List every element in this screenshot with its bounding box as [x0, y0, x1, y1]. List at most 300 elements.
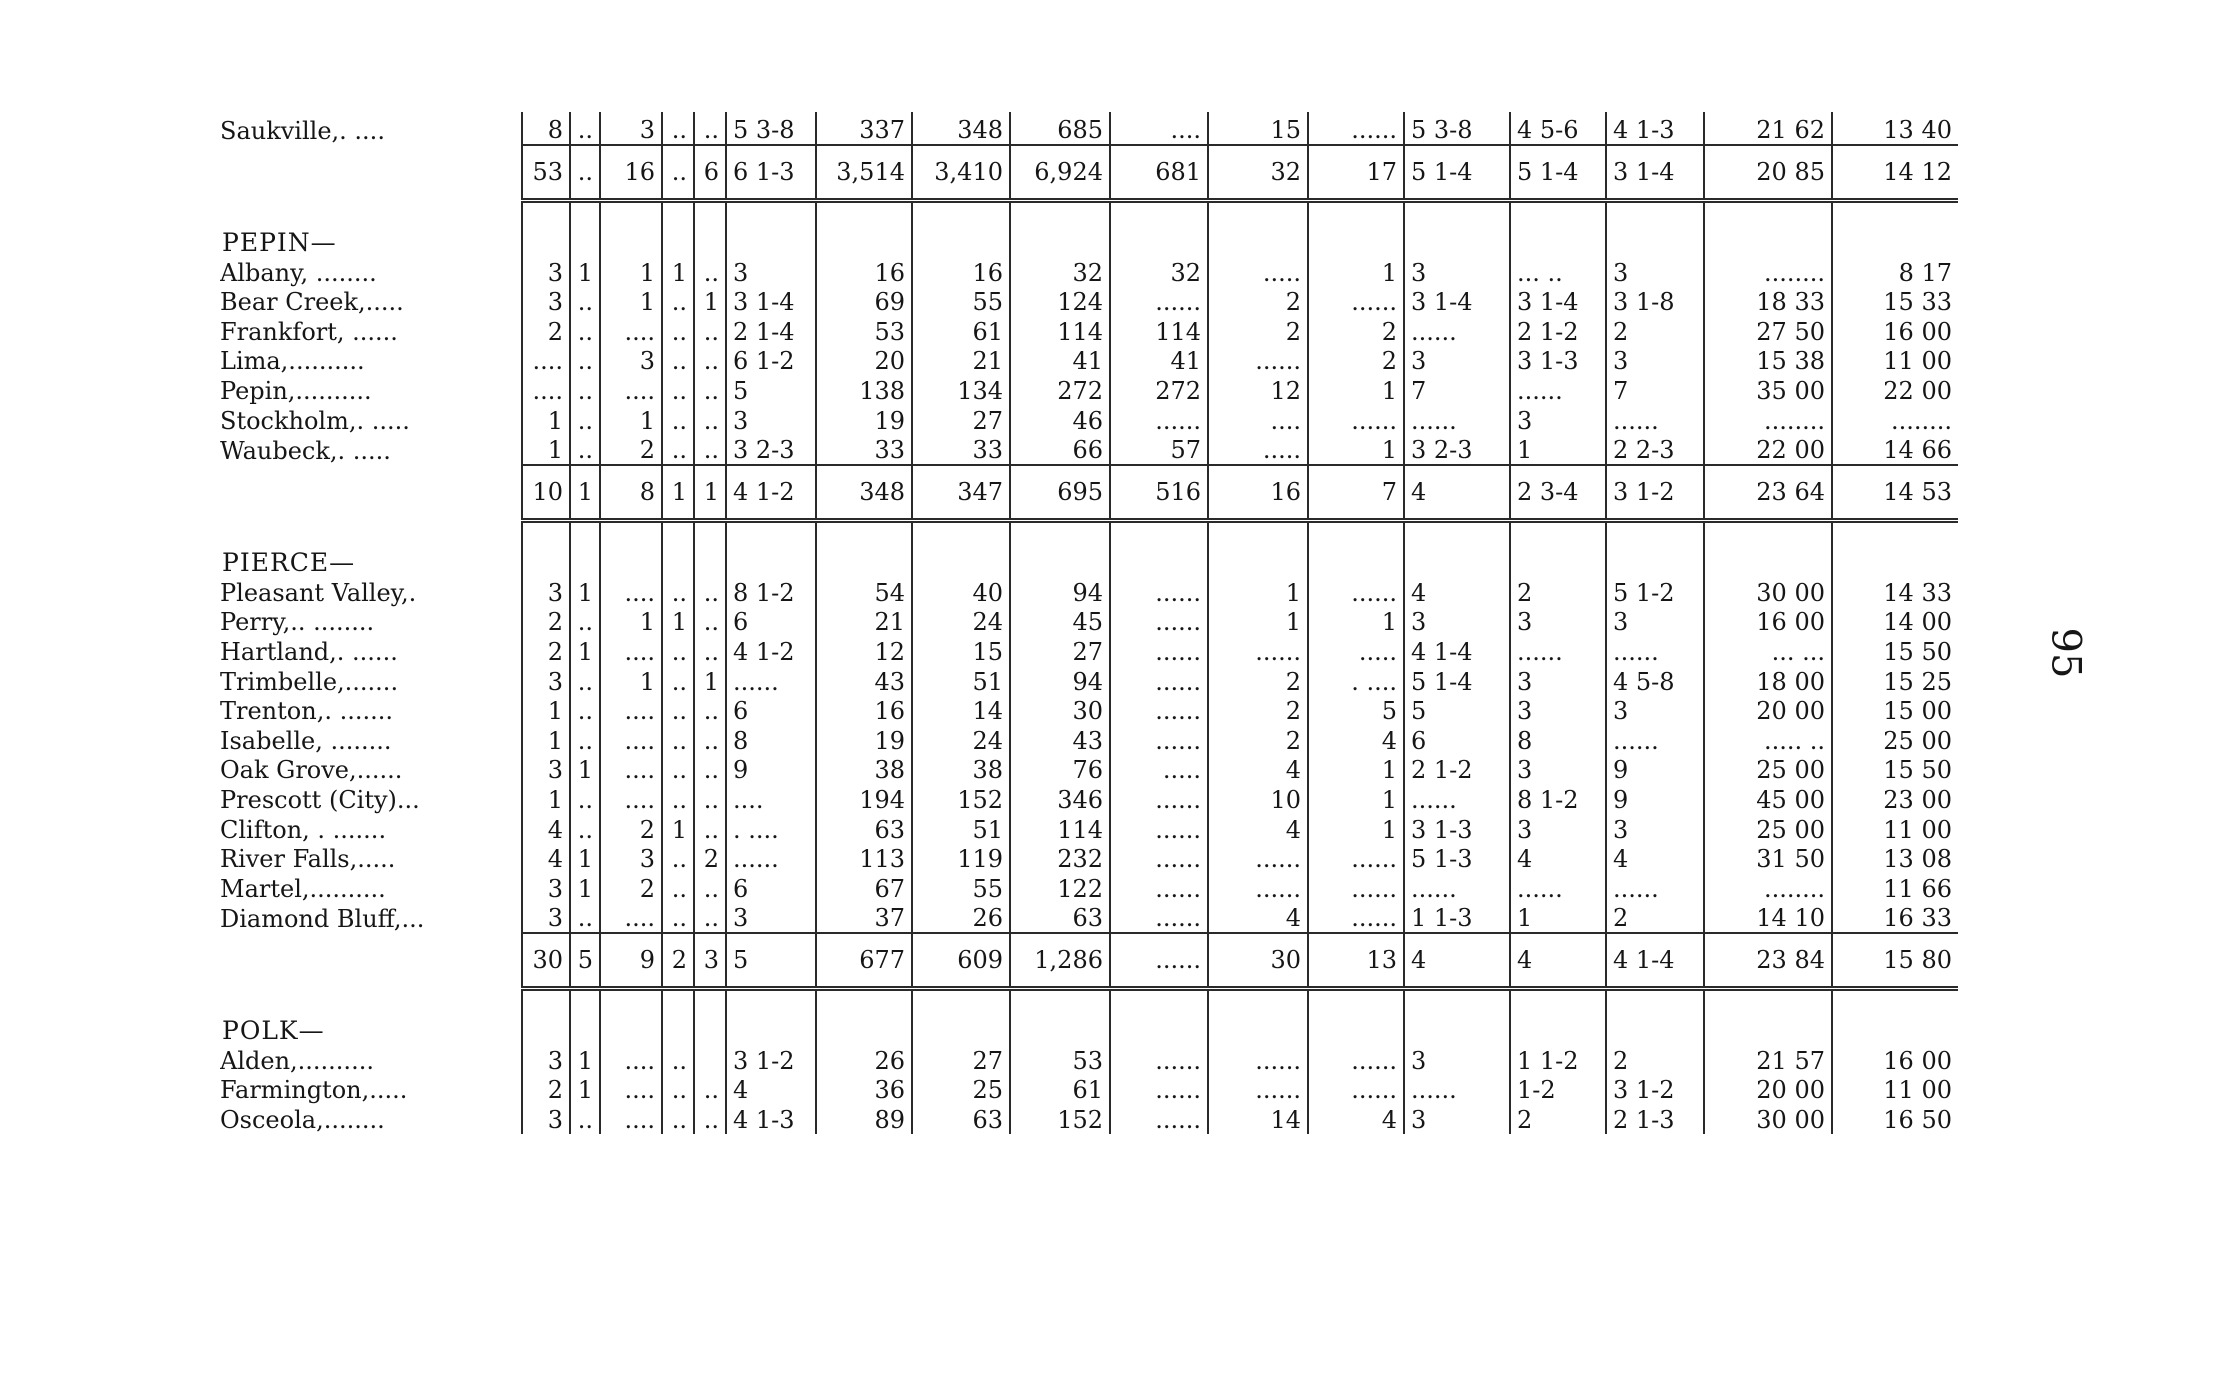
table-cell: 3: [1404, 1104, 1510, 1134]
table-cell: 1: [1308, 755, 1404, 785]
table-cell: 8 1-2: [726, 577, 816, 607]
table-cell: 124: [1010, 287, 1110, 317]
table-cell: 16 00: [1832, 1045, 1958, 1075]
table-cell: ..: [662, 755, 694, 785]
table-cell: ..: [662, 405, 694, 435]
table-cell: 1: [570, 257, 600, 287]
table-cell: 6: [726, 696, 816, 726]
table-cell: 272: [1110, 375, 1208, 405]
table-cell: ..: [662, 112, 694, 145]
table-row: [220, 607, 1958, 637]
table-cell: 516: [1110, 465, 1208, 521]
table-cell: ..: [662, 784, 694, 814]
table-body: [220, 112, 1958, 1134]
table-cell: 15 38: [1704, 346, 1832, 376]
table-cell: .....: [1110, 755, 1208, 785]
table-cell: 3: [1404, 607, 1510, 637]
table-cell: 23 64: [1704, 465, 1832, 521]
table-cell: 1: [694, 666, 726, 696]
table-cell: 1: [522, 725, 570, 755]
table-row: [220, 577, 1958, 607]
spacer-cell: [726, 521, 816, 544]
table-cell: 5: [1404, 696, 1510, 726]
table-cell: 18 33: [1704, 287, 1832, 317]
table-cell: 13 08: [1832, 844, 1958, 874]
table-cell: 46: [1010, 405, 1110, 435]
table-cell: ......: [1404, 405, 1510, 435]
table-cell: ..: [662, 316, 694, 346]
table-cell: 11 00: [1832, 814, 1958, 844]
table-cell: ......: [1308, 287, 1404, 317]
table-cell: 69: [816, 287, 912, 317]
table-cell: 1: [662, 814, 694, 844]
table-cell: ......: [1308, 1075, 1404, 1105]
table-cell: 27 50: [1704, 316, 1832, 346]
table-cell: 1: [600, 607, 662, 637]
table-cell: 348: [816, 465, 912, 521]
table-cell: 30: [1208, 933, 1308, 989]
table-cell: 347: [912, 465, 1010, 521]
table-cell: ......: [1308, 844, 1404, 874]
table-cell: 2: [1208, 725, 1308, 755]
table-cell: ......: [1110, 696, 1208, 726]
table-cell: 15: [912, 636, 1010, 666]
table-cell: 57: [1110, 435, 1208, 466]
table-cell: 11 00: [1832, 1075, 1958, 1105]
table-cell: 114: [1010, 316, 1110, 346]
spacer-cell: [662, 521, 694, 544]
table-cell: ..: [694, 346, 726, 376]
table-cell: 16 33: [1832, 903, 1958, 934]
table-cell: 3,514: [816, 145, 912, 201]
table-cell: 1: [662, 607, 694, 637]
table-cell: ..: [662, 1075, 694, 1105]
table-cell: 67: [816, 873, 912, 903]
table-cell: 21 57: [1704, 1045, 1832, 1075]
table-cell: 15: [1208, 112, 1308, 145]
spacer-cell: [912, 201, 1010, 224]
table-cell: [694, 1045, 726, 1075]
table-cell: 337: [816, 112, 912, 145]
table-cell: [912, 223, 1010, 257]
table-cell: 15 50: [1832, 755, 1958, 785]
table-cell: [816, 1011, 912, 1045]
table-cell: [1110, 223, 1208, 257]
table-cell: 3: [1606, 607, 1704, 637]
table-cell: 6,924: [1010, 145, 1110, 201]
table-cell: 5 3-8: [726, 112, 816, 145]
table-cell: 63: [912, 1104, 1010, 1134]
table-cell: 2: [1308, 346, 1404, 376]
table-cell: ..: [570, 1104, 600, 1134]
table-cell: 3: [522, 903, 570, 934]
table-cell: 16: [1208, 465, 1308, 521]
table-row: [220, 112, 1958, 145]
table-cell: 54: [816, 577, 912, 607]
table-cell: ..: [570, 375, 600, 405]
table-cell: ..: [694, 375, 726, 405]
table-cell: . ....: [1308, 666, 1404, 696]
table-cell: 24: [912, 725, 1010, 755]
statistics-table: [220, 112, 1958, 1134]
table-cell: 21: [816, 607, 912, 637]
table-row: [220, 784, 1958, 814]
spacer-row: [220, 201, 1958, 224]
town-name: Saukville,. ....: [220, 117, 385, 145]
spacer-row: [220, 521, 1958, 544]
table-cell: ..: [662, 903, 694, 934]
table-cell: [1010, 1011, 1110, 1045]
table-cell: 1: [600, 287, 662, 317]
spacer-cell: [726, 989, 816, 1012]
table-cell: ..: [570, 814, 600, 844]
table-cell: ......: [1606, 405, 1704, 435]
table-cell: 677: [816, 933, 912, 989]
spacer-cell: [1704, 521, 1832, 544]
table-cell: 6: [694, 145, 726, 201]
table-cell: [1208, 543, 1308, 577]
spacer-cell: [816, 201, 912, 224]
table-cell: 14 53: [1832, 465, 1958, 521]
table-cell: 6 1-3: [726, 145, 816, 201]
town-name: Pleasant Valley,.: [220, 578, 417, 607]
table-cell: ..: [662, 844, 694, 874]
table-cell: [1832, 543, 1958, 577]
table-cell: 20: [816, 346, 912, 376]
county-name: PEPIN—: [222, 228, 337, 257]
table-cell: 1: [1308, 375, 1404, 405]
table-cell: ..: [570, 112, 600, 145]
table-cell: 681: [1110, 145, 1208, 201]
table-cell: 1: [1308, 814, 1404, 844]
spacer-cell: [1208, 521, 1308, 544]
table-row: [220, 873, 1958, 903]
table-cell: 36: [816, 1075, 912, 1105]
table-cell: 1: [570, 636, 600, 666]
table-cell: 134: [912, 375, 1010, 405]
table-cell: ....: [522, 375, 570, 405]
table-cell: 53: [1010, 1045, 1110, 1075]
table-row: [220, 1045, 1958, 1075]
table-cell: 138: [816, 375, 912, 405]
table-cell: 14: [912, 696, 1010, 726]
table-cell: 1: [1308, 784, 1404, 814]
table-cell: ....: [600, 1104, 662, 1134]
table-cell: 26: [912, 903, 1010, 934]
table-cell: ......: [726, 666, 816, 696]
table-cell: ......: [1110, 636, 1208, 666]
spacer-cell: [912, 521, 1010, 544]
table-cell: ......: [1308, 577, 1404, 607]
spacer-cell: [570, 521, 600, 544]
table-cell: 4: [522, 844, 570, 874]
spacer-cell: [522, 201, 570, 224]
table-cell: [1704, 223, 1832, 257]
table-cell: 5: [726, 375, 816, 405]
table-cell: ..: [570, 435, 600, 466]
table-cell: 27: [912, 405, 1010, 435]
table-cell: ..: [694, 435, 726, 466]
table-cell: [600, 223, 662, 257]
town-name: Waubeck,. .....: [220, 437, 391, 466]
table-cell: ..: [570, 607, 600, 637]
spacer-cell: [912, 989, 1010, 1012]
table-cell: 3 1-4: [1404, 287, 1510, 317]
table-cell: 3: [1510, 755, 1606, 785]
table-cell: 33: [816, 435, 912, 466]
table-cell: 25 00: [1704, 755, 1832, 785]
table-cell: 19: [816, 725, 912, 755]
table-cell: ..: [694, 784, 726, 814]
table-cell: 30 00: [1704, 1104, 1832, 1134]
table-cell: 4: [1208, 814, 1308, 844]
table-cell: [726, 223, 816, 257]
table-cell: ..: [694, 725, 726, 755]
table-cell: 1: [570, 1045, 600, 1075]
table-cell: 14 10: [1704, 903, 1832, 934]
table-cell: ....: [600, 784, 662, 814]
table-cell: 3: [522, 666, 570, 696]
table-cell: ..: [662, 375, 694, 405]
table-cell: [1510, 543, 1606, 577]
table-cell: [816, 543, 912, 577]
table-cell: ..: [694, 873, 726, 903]
table-cell: 2: [1606, 903, 1704, 934]
town-name: Trenton,. .......: [220, 697, 393, 726]
table-cell: 3: [522, 1045, 570, 1075]
table-row: [220, 755, 1958, 785]
table-cell: ..: [662, 435, 694, 466]
town-name: Isabelle, ........: [220, 726, 392, 755]
table-cell: 32: [1010, 257, 1110, 287]
spacer-cell: [522, 989, 570, 1012]
table-cell: ......: [1110, 1045, 1208, 1075]
spacer-cell: [694, 521, 726, 544]
table-cell: 4: [1208, 755, 1308, 785]
table-cell: ....: [600, 1045, 662, 1075]
table-cell: 5: [726, 933, 816, 989]
table-cell: 37: [816, 903, 912, 934]
table-cell: [1308, 543, 1404, 577]
table-cell: [1308, 223, 1404, 257]
table-cell: [694, 543, 726, 577]
table-cell: [912, 1011, 1010, 1045]
table-cell: ........: [1832, 405, 1958, 435]
page-number: 95: [2042, 627, 2089, 679]
table-cell: 3: [1404, 1045, 1510, 1075]
table-cell: 4 1-2: [726, 636, 816, 666]
table-cell: 3: [1606, 814, 1704, 844]
town-name: Diamond Bluff,...: [220, 905, 425, 934]
table-cell: 2: [600, 814, 662, 844]
table-cell: 2 3-4: [1510, 465, 1606, 521]
table-cell: 1: [1308, 607, 1404, 637]
county-heading-row: [220, 1011, 1958, 1045]
table-cell: 5 3-8: [1404, 112, 1510, 145]
table-cell: ..: [570, 725, 600, 755]
table-cell: 1: [570, 577, 600, 607]
table-cell: ......: [1208, 1075, 1308, 1105]
table-cell: 25 00: [1704, 814, 1832, 844]
table-cell: 16 00: [1704, 607, 1832, 637]
table-cell: 3: [600, 346, 662, 376]
table-cell: 3 1-4: [726, 287, 816, 317]
table-cell: 63: [1010, 903, 1110, 934]
table-cell: 4: [1404, 465, 1510, 521]
table-row: [220, 696, 1958, 726]
spacer-cell: [1510, 521, 1606, 544]
table-cell: ..: [662, 1045, 694, 1075]
table-cell: 3 1-3: [1510, 346, 1606, 376]
table-cell: 24: [912, 607, 1010, 637]
county-heading-row: [220, 223, 1958, 257]
town-name: Clifton, . .......: [220, 815, 387, 844]
spacer-cell: [1308, 201, 1404, 224]
table-cell: 4 1-2: [726, 465, 816, 521]
table-cell: 9: [726, 755, 816, 785]
table-cell: ......: [1110, 1075, 1208, 1105]
table-cell: 7: [1606, 375, 1704, 405]
table-cell: ..: [694, 316, 726, 346]
table-cell: ....: [1208, 405, 1308, 435]
spacer-cell: [220, 521, 522, 544]
table-cell: 2: [1208, 287, 1308, 317]
county-name: PIERCE—: [222, 548, 356, 578]
table-cell: 53: [816, 316, 912, 346]
table-cell: 1: [694, 465, 726, 521]
spacer-cell: [726, 201, 816, 224]
table-cell: [1606, 223, 1704, 257]
table-cell: ........: [1704, 405, 1832, 435]
table-cell: 8 1-2: [1510, 784, 1606, 814]
table-cell: ......: [1110, 873, 1208, 903]
table-cell: 3: [600, 844, 662, 874]
table-cell: 2 2-3: [1606, 435, 1704, 466]
table-cell: [570, 543, 600, 577]
table-cell: 3 1-4: [1606, 145, 1704, 201]
table-cell: [570, 223, 600, 257]
table-cell: 30: [522, 933, 570, 989]
table-cell: [1404, 543, 1510, 577]
table-cell: ....: [600, 725, 662, 755]
table-cell: 33: [912, 435, 1010, 466]
table-cell: ......: [1606, 725, 1704, 755]
table-cell: ......: [1110, 933, 1208, 989]
table-cell: ......: [726, 844, 816, 874]
town-name: Frankfort, ......: [220, 317, 398, 346]
spacer-cell: [816, 521, 912, 544]
table-cell: ....: [726, 784, 816, 814]
table-cell: 2: [522, 636, 570, 666]
table-cell: 152: [1010, 1104, 1110, 1134]
spacer-cell: [1208, 989, 1308, 1012]
table-cell: 94: [1010, 666, 1110, 696]
table-cell: 1: [600, 405, 662, 435]
table-cell: 21: [912, 346, 1010, 376]
table-cell: 1: [570, 844, 600, 874]
table-cell: 9: [1606, 784, 1704, 814]
table-cell: 6 1-2: [726, 346, 816, 376]
table-cell: 4: [1308, 1104, 1404, 1134]
table-cell: ......: [1308, 405, 1404, 435]
table-cell: 63: [816, 814, 912, 844]
table-cell: 122: [1010, 873, 1110, 903]
table-cell: 5 1-2: [1606, 577, 1704, 607]
table-cell: ....: [600, 316, 662, 346]
table-cell: 14: [1208, 1104, 1308, 1134]
table-cell: ..: [694, 755, 726, 785]
table-cell: ... ...: [1704, 636, 1832, 666]
table-cell: 35 00: [1704, 375, 1832, 405]
table-cell: ..: [694, 405, 726, 435]
table-cell: 43: [1010, 725, 1110, 755]
table-cell: 51: [912, 814, 1010, 844]
table-cell: 1: [1208, 607, 1308, 637]
table-cell: 3: [1510, 405, 1606, 435]
table-cell: 53: [522, 145, 570, 201]
table-cell: 10: [522, 465, 570, 521]
table-cell: 1: [694, 287, 726, 317]
table-cell: 3 1-2: [726, 1045, 816, 1075]
table-cell: ......: [1606, 636, 1704, 666]
table-cell: [1832, 1011, 1958, 1045]
table-cell: 1-2: [1510, 1075, 1606, 1105]
table-row: [220, 316, 1958, 346]
table-cell: [1704, 543, 1832, 577]
table-cell: ..: [694, 636, 726, 666]
table-cell: ......: [1404, 873, 1510, 903]
table-cell: ......: [1110, 1104, 1208, 1134]
table-cell: 15 50: [1832, 636, 1958, 666]
table-cell: 609: [912, 933, 1010, 989]
table-cell: 4: [1208, 903, 1308, 934]
table-cell: [662, 1011, 694, 1045]
table-cell: 20 85: [1704, 145, 1832, 201]
table-cell: ......: [1404, 1075, 1510, 1105]
table-cell: [1010, 543, 1110, 577]
table-cell: 3 1-8: [1606, 287, 1704, 317]
table-cell: 1 1-2: [1510, 1045, 1606, 1075]
table-cell: 3: [522, 257, 570, 287]
table-cell: ..: [694, 1104, 726, 1134]
spacer-cell: [600, 201, 662, 224]
table-cell: [600, 1011, 662, 1045]
table-cell: 3: [726, 903, 816, 934]
table-cell: 45: [1010, 607, 1110, 637]
table-cell: 61: [1010, 1075, 1110, 1105]
table-cell: 17: [1308, 145, 1404, 201]
table-cell: ....: [600, 903, 662, 934]
table-cell: 2: [1208, 316, 1308, 346]
table-cell: ..: [662, 873, 694, 903]
table-cell: 4 1-4: [1404, 636, 1510, 666]
table-cell: ..: [570, 287, 600, 317]
table-cell: 1: [662, 257, 694, 287]
table-cell: ....: [600, 755, 662, 785]
table-cell: . ....: [726, 814, 816, 844]
county-heading-row: [220, 543, 1958, 577]
table-cell: [912, 543, 1010, 577]
table-cell: ..... ..: [1704, 725, 1832, 755]
spacer-cell: [1010, 521, 1110, 544]
table-cell: 9: [600, 933, 662, 989]
table-cell: ......: [1208, 844, 1308, 874]
table-cell: ......: [1404, 784, 1510, 814]
table-cell: 3: [1606, 257, 1704, 287]
table-cell: 8: [726, 725, 816, 755]
table-cell: 22 00: [1704, 435, 1832, 466]
county-name: POLK—: [222, 1016, 325, 1046]
